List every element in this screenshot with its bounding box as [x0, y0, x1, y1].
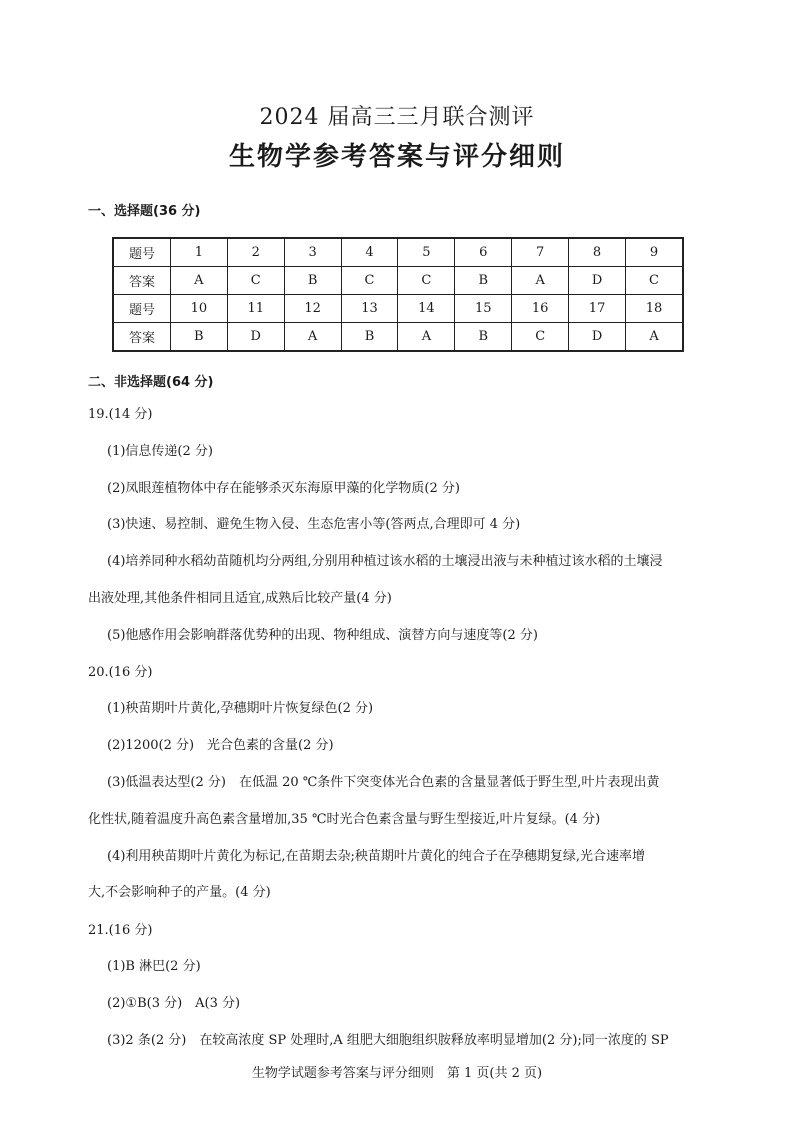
- table-cell: 16: [512, 295, 569, 323]
- table-cell: 2: [227, 238, 284, 267]
- table-cell: A: [398, 323, 455, 352]
- table-cell: 3: [284, 238, 341, 267]
- table-cell: C: [341, 267, 398, 295]
- answer-line: (2)①B(3 分) A(3 分): [107, 996, 241, 1011]
- table-cell: 题号: [113, 238, 170, 267]
- table-cell: 14: [398, 295, 455, 323]
- table-cell: D: [227, 323, 284, 352]
- answer-line: 大,不会影响种子的产量。(4 分): [88, 885, 271, 900]
- answer-line: (3)快速、易控制、避免生物入侵、生态危害小等(答两点,合理即可 4 分): [107, 517, 521, 532]
- table-cell: B: [284, 267, 341, 295]
- table-row: [113, 238, 683, 267]
- table-cell: A: [512, 267, 569, 295]
- answer-line: (3)低温表达型(2 分) 在低温 20 ℃条件下突变体光合色素的含量显著低于野生型,叶片表现出黄: [107, 775, 660, 790]
- answer-line: (2)1200(2 分) 光合色素的含量(2 分): [107, 738, 334, 753]
- table-cell: 答案: [113, 323, 170, 352]
- table-cell: B: [455, 323, 512, 352]
- table-cell: A: [284, 323, 341, 352]
- table-cell: A: [170, 267, 227, 295]
- table-cell: A: [626, 323, 683, 352]
- table-cell: 12: [284, 295, 341, 323]
- table-row: [113, 323, 683, 352]
- answer-line: 出液处理,其他条件相同且适宜,成熟后比较产量(4 分): [88, 591, 392, 606]
- table-cell: B: [455, 267, 512, 295]
- table-cell: C: [626, 267, 683, 295]
- page-footer: 生物学试题参考答案与评分细则 第 1 页(共 2 页): [251, 1066, 543, 1081]
- table-cell: B: [341, 323, 398, 352]
- table-cell: 1: [170, 238, 227, 267]
- table-cell: 5: [398, 238, 455, 267]
- answer-line: (1)信息传递(2 分): [107, 444, 213, 459]
- answer-line: (1)秧苗期叶片黄化,孕穗期叶片恢复绿色(2 分): [107, 701, 374, 716]
- table-cell: 18: [626, 295, 683, 323]
- table-row: [113, 267, 683, 295]
- answer-line: (5)他感作用会影响群落优势种的出现、物种组成、演替方向与速度等(2 分): [107, 628, 538, 643]
- table-cell: 7: [512, 238, 569, 267]
- answer-table: [112, 237, 684, 352]
- table-cell: 6: [455, 238, 512, 267]
- table-cell: 4: [341, 238, 398, 267]
- answer-line: 化性状,随着温度升高色素含量增加,35 ℃时光合色素含量与野生型接近,叶片复绿。(4 分): [88, 812, 601, 827]
- table-cell: 题号: [113, 295, 170, 323]
- table-cell: D: [569, 267, 626, 295]
- exam-title: 2024 届高三三月联合测评: [259, 105, 535, 130]
- answer-line: (4)培养同种水稻幼苗随机均分两组,分别用种植过该水稻的土壤浸出液与未种植过该水稻的土壤浸: [107, 554, 663, 569]
- table-cell: 15: [455, 295, 512, 323]
- document-title: 生物学参考答案与评分细则: [228, 142, 565, 172]
- section-heading-choice: 一、选择题(36 分): [88, 204, 201, 219]
- question-19-label: 19.(14 分): [88, 407, 153, 422]
- question-21-label: 21.(16 分): [88, 923, 153, 938]
- question-20-label: 20.(16 分): [88, 665, 153, 680]
- section-heading-nonchoice: 二、非选择题(64 分): [88, 375, 214, 390]
- answer-line: (3)2 条(2 分) 在较高浓度 SP 处理时,A 组肥大细胞组织胺释放率明显增加(2 分);同一浓度的 SP: [107, 1033, 669, 1048]
- table-cell: 9: [626, 238, 683, 267]
- table-cell: D: [569, 323, 626, 352]
- table-cell: 13: [341, 295, 398, 323]
- table-cell: B: [170, 323, 227, 352]
- table-cell: 17: [569, 295, 626, 323]
- table-cell: 答案: [113, 267, 170, 295]
- table-cell: C: [398, 267, 455, 295]
- table-cell: 8: [569, 238, 626, 267]
- answer-line: (4)利用秧苗期叶片黄化为标记,在苗期去杂;秧苗期叶片黄化的纯合子在孕穗期复绿,光合速率增: [107, 849, 646, 864]
- table-cell: C: [512, 323, 569, 352]
- table-cell: 11: [227, 295, 284, 323]
- table-cell: 10: [170, 295, 227, 323]
- answer-line: (2)凤眼莲植物体中存在能够杀灭东海原甲藻的化学物质(2 分): [107, 481, 460, 496]
- table-cell: C: [227, 267, 284, 295]
- answer-line: (1)B 淋巴(2 分): [107, 959, 201, 974]
- table-row: [113, 295, 683, 323]
